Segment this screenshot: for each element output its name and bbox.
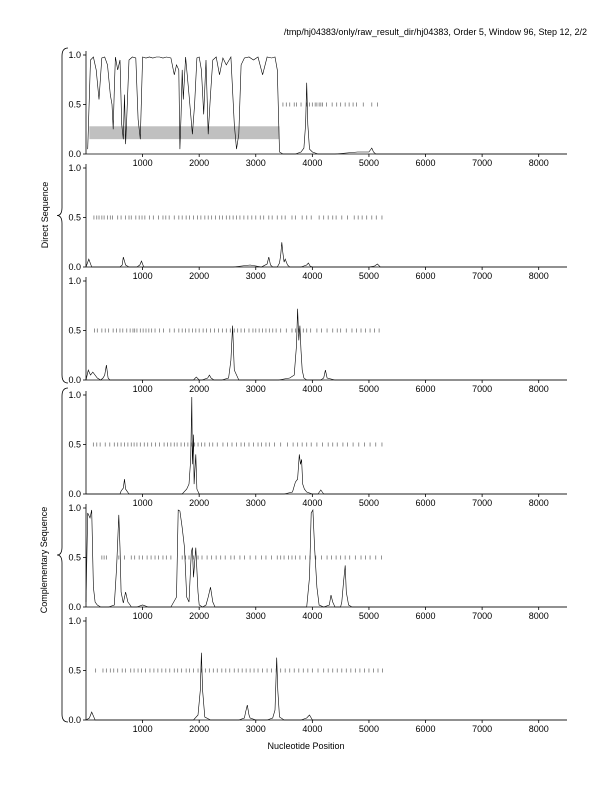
x-tick-label-0-3: 4000 bbox=[302, 158, 323, 168]
figure-header: /tmp/hj04383/only/raw_result_dir/hj04383, Order 5, Window 96, Step 12, 2/2 bbox=[283, 27, 587, 37]
x-tick-label-2-6: 7000 bbox=[472, 384, 493, 394]
x-tick-label-1-6: 7000 bbox=[472, 271, 493, 281]
x-tick-label-3-1: 2000 bbox=[189, 498, 210, 508]
brace-complementary-sequence bbox=[57, 388, 68, 722]
x-tick-label-3-5: 6000 bbox=[415, 498, 436, 508]
y-tick-label-3-2: 1.0 bbox=[68, 390, 81, 400]
y-tick-label-1-0: 0.0 bbox=[68, 262, 81, 272]
x-tick-label-5-6: 7000 bbox=[472, 724, 493, 734]
y-tick-label-5-2: 1.0 bbox=[68, 616, 81, 626]
x-tick-label-4-4: 5000 bbox=[358, 611, 379, 621]
y-tick-label-2-2: 1.0 bbox=[68, 276, 81, 286]
x-tick-label-3-7: 8000 bbox=[528, 498, 549, 508]
group-label-direct: Direct Sequence bbox=[40, 181, 50, 249]
x-tick-label-2-0: 1000 bbox=[132, 384, 153, 394]
brace-direct-sequence bbox=[57, 48, 68, 383]
x-tick-label-3-4: 5000 bbox=[358, 498, 379, 508]
x-tick-label-0-2: 3000 bbox=[245, 158, 266, 168]
x-tick-label-4-3: 4000 bbox=[302, 611, 323, 621]
y-tick-label-2-0: 0.0 bbox=[68, 375, 81, 385]
x-tick-label-5-5: 6000 bbox=[415, 724, 436, 734]
series-line-5-0 bbox=[86, 653, 567, 720]
series-line-0-0 bbox=[88, 57, 567, 154]
y-tick-label-5-1: 0.5 bbox=[68, 665, 81, 676]
y-tick-label-0-0: 0.0 bbox=[68, 149, 81, 159]
x-tick-label-1-4: 5000 bbox=[358, 271, 379, 281]
x-tick-label-1-2: 3000 bbox=[245, 271, 266, 281]
series-line-2-0 bbox=[86, 309, 567, 380]
x-tick-label-5-2: 3000 bbox=[245, 724, 266, 734]
y-tick-label-0-1: 0.5 bbox=[68, 99, 81, 110]
y-tick-label-0-2: 1.0 bbox=[68, 50, 81, 60]
x-tick-label-5-3: 4000 bbox=[302, 724, 323, 734]
group-label-complementary: Complementary Sequence bbox=[39, 506, 49, 614]
x-tick-label-1-5: 6000 bbox=[415, 271, 436, 281]
x-tick-label-0-7: 8000 bbox=[528, 158, 549, 168]
y-tick-label-5-0: 0.0 bbox=[68, 715, 81, 725]
y-tick-label-4-0: 0.0 bbox=[68, 602, 81, 612]
x-tick-label-5-4: 5000 bbox=[358, 724, 379, 734]
x-tick-label-0-1: 2000 bbox=[189, 158, 210, 168]
x-tick-label-2-2: 3000 bbox=[245, 384, 266, 394]
y-tick-label-3-0: 0.0 bbox=[68, 489, 81, 499]
x-tick-label-2-7: 8000 bbox=[528, 384, 549, 394]
y-tick-label-1-2: 1.0 bbox=[68, 163, 81, 173]
x-tick-label-4-6: 7000 bbox=[472, 611, 493, 621]
x-tick-label-1-3: 4000 bbox=[302, 271, 323, 281]
series-line-3-0 bbox=[86, 397, 567, 494]
x-tick-label-4-5: 6000 bbox=[415, 611, 436, 621]
x-tick-label-5-7: 8000 bbox=[528, 724, 549, 734]
x-tick-label-5-1: 2000 bbox=[189, 724, 210, 734]
x-tick-label-4-1: 2000 bbox=[189, 611, 210, 621]
x-tick-label-1-0: 1000 bbox=[132, 271, 153, 281]
y-tick-label-1-1: 0.5 bbox=[68, 212, 81, 223]
y-tick-label-2-1: 0.5 bbox=[68, 325, 81, 336]
x-tick-label-3-6: 7000 bbox=[472, 498, 493, 508]
x-tick-label-4-7: 8000 bbox=[528, 611, 549, 621]
x-tick-label-3-0: 1000 bbox=[132, 498, 153, 508]
x-tick-label-3-2: 3000 bbox=[245, 498, 266, 508]
x-tick-label-0-4: 5000 bbox=[358, 158, 379, 168]
x-tick-label-4-2: 3000 bbox=[245, 611, 266, 621]
x-tick-label-2-1: 2000 bbox=[189, 384, 210, 394]
shaded-region-0 bbox=[89, 126, 279, 139]
x-tick-label-0-5: 6000 bbox=[415, 158, 436, 168]
y-tick-label-4-2: 1.0 bbox=[68, 503, 81, 513]
x-tick-label-0-6: 7000 bbox=[472, 158, 493, 168]
x-tick-label-3-3: 4000 bbox=[302, 498, 323, 508]
y-tick-label-3-1: 0.5 bbox=[68, 439, 81, 450]
x-tick-label-0-0: 1000 bbox=[132, 158, 153, 168]
x-tick-label-2-4: 5000 bbox=[358, 384, 379, 394]
x-tick-label-4-0: 1000 bbox=[132, 611, 153, 621]
x-tick-label-5-0: 1000 bbox=[132, 724, 153, 734]
y-tick-label-4-1: 0.5 bbox=[68, 552, 81, 563]
x-tick-label-2-3: 4000 bbox=[302, 384, 323, 394]
x-axis-label: Nucleotide Position bbox=[267, 741, 345, 751]
series-line-1-0 bbox=[86, 242, 567, 267]
x-tick-label-1-1: 2000 bbox=[189, 271, 210, 281]
x-tick-label-1-7: 8000 bbox=[528, 271, 549, 281]
x-tick-label-2-5: 6000 bbox=[415, 384, 436, 394]
